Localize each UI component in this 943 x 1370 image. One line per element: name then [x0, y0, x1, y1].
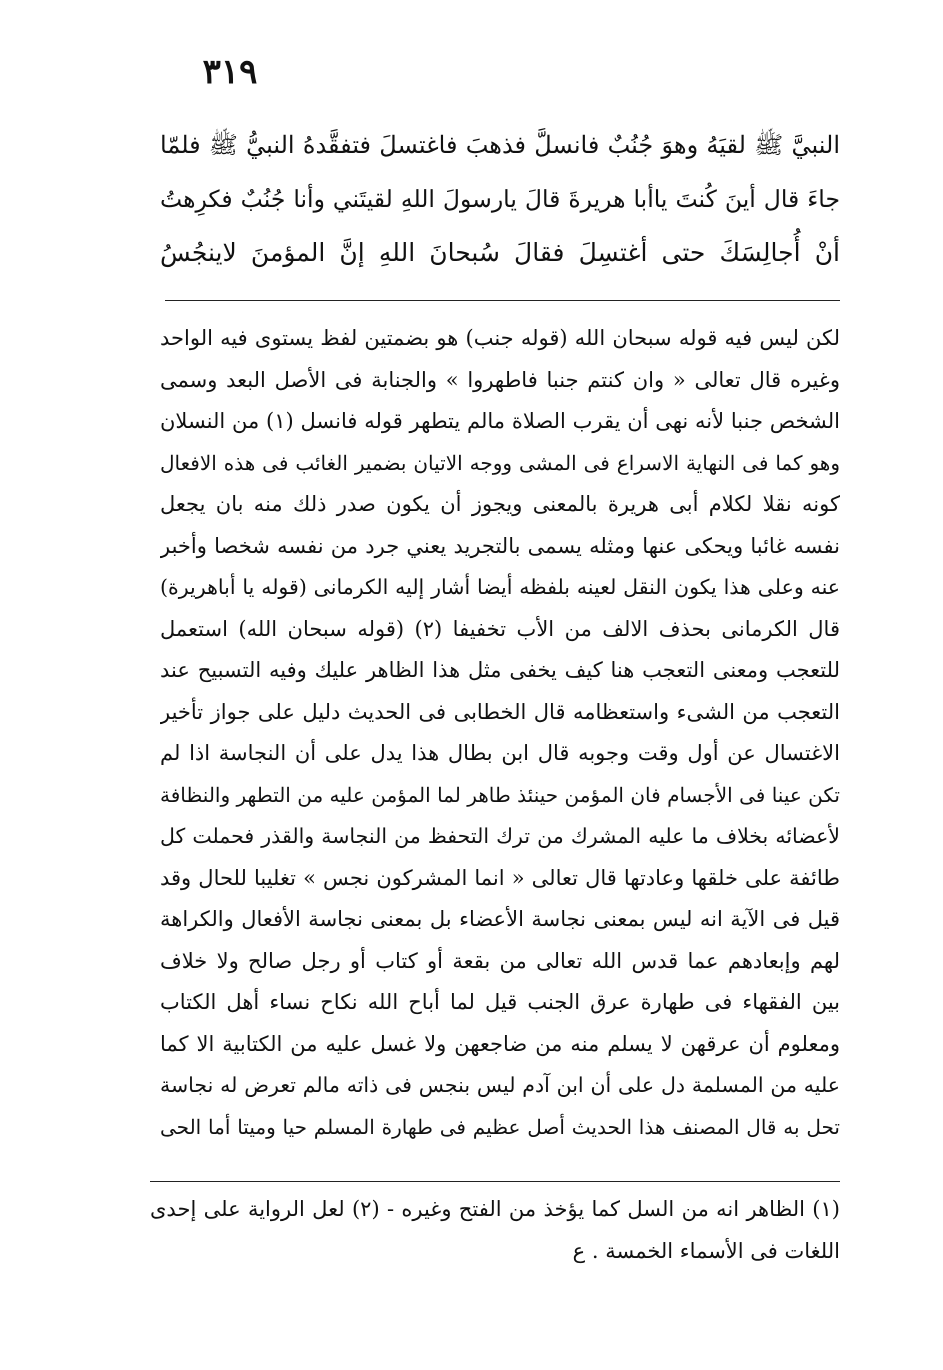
hadith-line: أنْ أُجالِسَكَ حتى أغتسِلَ فقالَ سُبحانَ اللهِ إنَّ المؤمنَ لاينجُسُ: [160, 238, 840, 267]
commentary-line: كونه نقلا لكلام أبى هريرة بالمعنى ويجوز أن يكون صدر ذلك منه بان يجعل: [160, 492, 840, 516]
hadith-text: [160, 118, 840, 280]
page-number: ٣١٩: [202, 52, 258, 92]
commentary-line: قيل فى الآية انه ليس بمعنى نجاسة الأعضاء بل بمعنى نجاسة الأفعال والكراهة: [160, 907, 840, 931]
footnote-line: (١) الظاهر انه من السل كما يؤخذ من الفتح وغيره - (٢) لعل الرواية على إحدى: [150, 1197, 840, 1221]
commentary-line: لهم وإبعادهم عما قدس الله تعالى من بقعة أو كتاب أو رجل صالح ولا خلاف: [160, 948, 840, 973]
commentary-line: تكن عينا فى الأجسام فان المؤمن حينئذ طاهر لما المؤمن عليه من التطهر والنظافة: [160, 782, 840, 807]
commentary-line: لكن ليس فيه قوله سبحان الله (قوله جنب) هو بضمتين لفظ يستوى فيه الواحد: [160, 326, 840, 350]
commentary-line: للتعجب ومعنى التعجب هنا كيف يخفى مثل هذا الظاهر عليك وفيه التسبيح عند: [160, 658, 840, 682]
commentary-line: بين الفقهاء فى طهارة عرق الجنب قيل لما أباح الله نكاح نساء أهل الكتاب: [160, 990, 840, 1014]
section-divider: [165, 300, 840, 301]
commentary-line: الشخص جنبا لأنه نهى أن يقرب الصلاة مالم يتطهر قوله فانسل (١) من النسلان: [160, 409, 840, 433]
commentary-text: [160, 318, 840, 1148]
hadith-line: جاءَ قال أينَ كُنتَ ياأبا هريرةَ قالَ يارسولَ اللهِ لقيتَني وأنا جُنُبٌ فكرِهتُ: [160, 185, 840, 213]
commentary-line: عليه من المسلمة دل على أن ابن آدم ليس بنجس فى ذاته مالم تعرض له نجاسة: [160, 1073, 840, 1097]
commentary-line: ومعلوم أن عرقهن لا يسلم منه من ضاجعهن ولا غسل عليه من الكتابية الا كما: [160, 1031, 840, 1056]
commentary-line: عنه وعلى هذا يكون النقل لعينه بلفظه أيضا أشار إليه الكرمانى (قوله يا أباهريرة): [160, 575, 840, 599]
commentary-line: التعجب من الشىء واستعظامه قال الخطابى فى الحديث دليل على جواز تأخير: [160, 699, 840, 724]
footnote-line: اللغات فى الأسماء الخمسة . ع: [572, 1239, 840, 1263]
commentary-line: وغيره قال تعالى « وان كنتم جنبا فاطهروا » والجنابة فى الأصل البعد وسمى: [160, 367, 840, 392]
hadith-line: النبيَّ ﷺ لقيَهُ وهوَ جُنُبٌ فانسلَّ فذهبَ فاغتسلَ فتفقَّدهُ النبيُّ ﷺ فلمّا: [160, 131, 840, 159]
commentary-line: قال الكرمانى بحذف الالف من الأب تخفيفا (٢) (قوله سبحان الله) استعمل: [160, 616, 840, 641]
commentary-line: طائفة على خلقها وعادتها قال تعالى « انما المشركون نجس » تغليبا للحال وقد: [160, 865, 840, 890]
commentary-line: لأعضائه بخلاف ما عليه المشرك من ترك التحفظ من النجاسة والقذر فحملت كل: [160, 824, 840, 848]
footnote-divider: [150, 1181, 840, 1182]
commentary-line: تحل به قال المصنف هذا الحديث أصل عظيم فى طهارة المسلم حيا وميتا أما الحى: [160, 1114, 840, 1139]
commentary-line: وهو كما فى النهاية الاسراع فى المشى ووجه الاتيان بضمير الغائب فى هذه الافعال: [160, 450, 840, 475]
footnotes: [150, 1188, 840, 1272]
commentary-line: الاغتسال عن أول وقت وجوبه قال ابن بطال هذا يدل على أن النجاسة اذا لم: [160, 741, 840, 765]
commentary-line: نفسه غائبا ويحكى عنها ومثله يسمى بالتجريد يعني جرد من نفسه شخصا وأخبر: [160, 533, 840, 558]
